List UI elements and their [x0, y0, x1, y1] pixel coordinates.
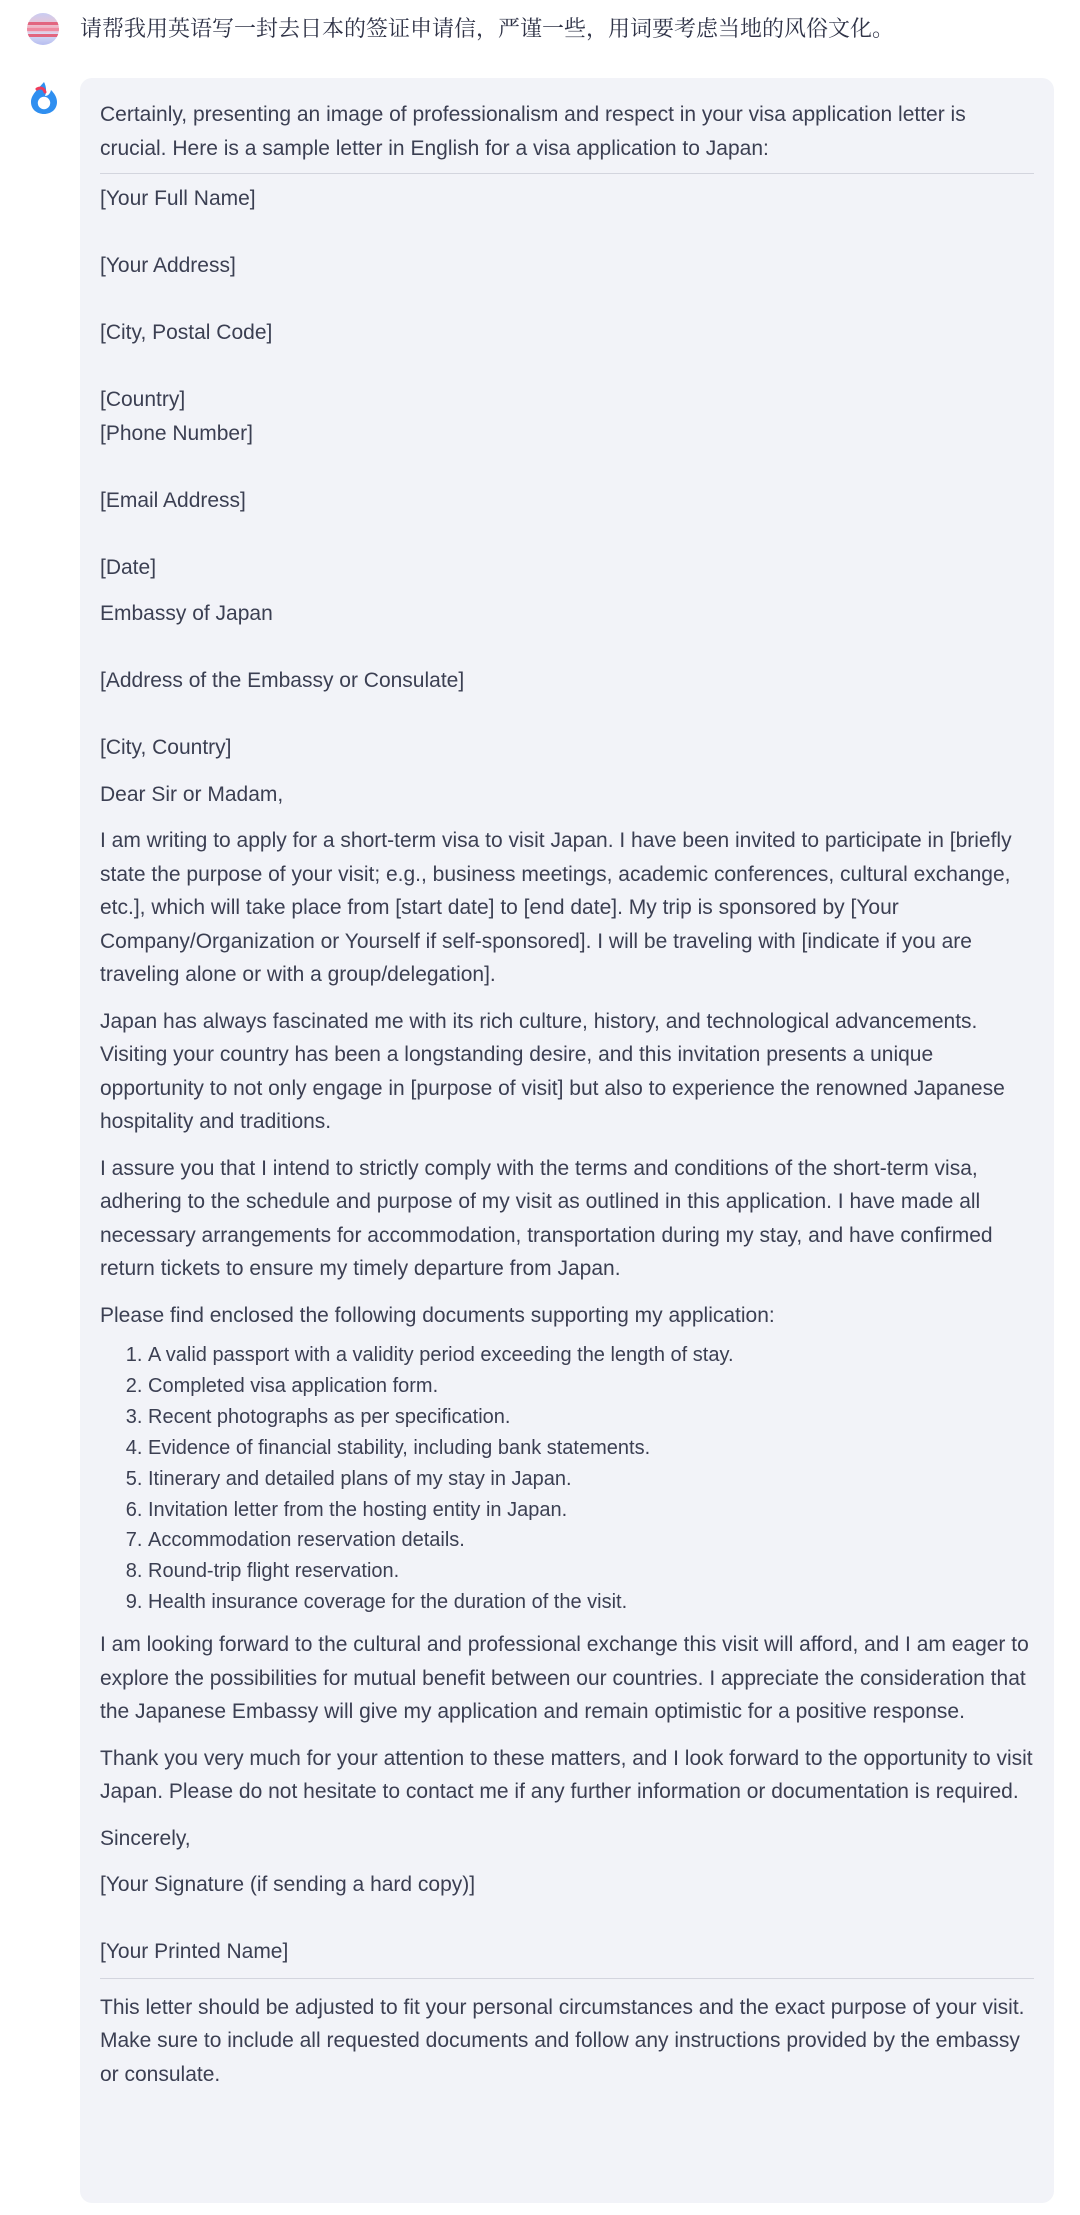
blank-line [100, 1902, 1034, 1936]
user-avatar [27, 13, 59, 45]
closing-paragraph: Thank you very much for your attention to these matters, and I look forward to the opportunity to visit Japan. Please do not hesitate to contact me if any further information or documentation is required. [100, 1746, 1033, 1804]
sender-full-name: [Your Full Name] [100, 187, 256, 210]
closing-paragraph: I am looking forward to the cultural and professional exchange this visit will afford, and I am eager to explore the possibilities for mutual benefit between our countries. I appreciate the consideration that the Japanese Embassy will give my application and remain optimistic for a positive response. [100, 1633, 1029, 1724]
list-item: 4. Evidence of financial stability, including bank statements. [148, 1433, 1034, 1464]
list-item: 5. Itinerary and detailed plans of my stay in Japan. [148, 1464, 1034, 1495]
footer-note: This letter should be adjusted to fit your personal circumstances and the exact purpose of your visit. Make sure to include all requested documents and follow any instructions provided by the embassy or consulate. [100, 1995, 1025, 2086]
documents-list [100, 1340, 1034, 1618]
signature-line: [Your Signature (if sending a hard copy)] [100, 1873, 476, 1897]
body-paragraph: Japan has always fascinated me with its rich culture, history, and technological advancements. Visiting your country has been a longstanding desire, and this invitation presents a unique opportunity to not only engage in [purpose of visit] but also to experience the renowned Japanese hospitality and traditions. [100, 1009, 1005, 1133]
list-item: 1. A valid passport with a validity period exceeding the length of stay. [148, 1340, 1034, 1371]
blank-line [100, 631, 1034, 665]
salutation: Dear Sir or Madam, [100, 782, 284, 806]
divider-bottom [100, 1978, 1034, 1979]
blank-line [100, 216, 1034, 250]
recipient-block [100, 597, 1034, 765]
sender-phone: [Phone Number] [100, 421, 253, 445]
recipient-city-country: [City, Country] [100, 736, 232, 759]
blank-line [100, 350, 1034, 384]
user-message-text: 请帮我用英语写一封去日本的签证申请信，严谨一些，用词要考虑当地的风俗文化。 [80, 16, 895, 41]
divider-top [100, 173, 1034, 174]
documents-intro: Please find enclosed the following documents supporting my application: [100, 1303, 775, 1327]
blank-line [100, 698, 1034, 732]
sender-email: [Email Address] [100, 488, 246, 512]
sender-block [100, 182, 1034, 584]
blank-line [100, 283, 1034, 317]
sender-city-postal: [City, Postal Code] [100, 321, 273, 344]
assistant-message-bubble [80, 78, 1054, 2203]
assistant-logo-icon [27, 80, 61, 116]
list-item: 2. Completed visa application form. [148, 1371, 1034, 1402]
list-item: 7. Accommodation reservation details. [148, 1525, 1034, 1556]
body-paragraph: I am writing to apply for a short-term visa to visit Japan. I have been invited to participate in [briefly state the purpose of your visit; e.g., business meetings, academic conferences, cultural exchange, etc.], which will take place from [start date] to [end date]. My trip is sponsored by [Your Company/Organization or Yourself if self-sponsored]. I will be traveling with [indicate if you are traveling alone or with a group/delegation]. [100, 829, 1012, 986]
user-message-row [0, 0, 1080, 60]
recipient-name: Embassy of Japan [100, 602, 273, 625]
body-paragraph: I assure you that I intend to strictly comply with the terms and conditions of the short-term visa, adhering to the schedule and purpose of my visit as outlined in this application. I have made all necessary arrangements for accommodation, transportation during my stay, and have confirmed return tickets to ensure my timely departure from Japan. [100, 1156, 993, 1280]
signature-block [100, 1868, 1034, 1969]
list-item: 9. Health insurance coverage for the duration of the visit. [148, 1587, 1034, 1618]
sender-country: [Country] [100, 388, 186, 411]
sender-address: [Your Address] [100, 254, 236, 277]
blank-line [100, 517, 1034, 551]
list-item: 3. Recent photographs as per specification. [148, 1402, 1034, 1433]
letter-date: [Date] [100, 555, 157, 579]
recipient-address: [Address of the Embassy or Consulate] [100, 669, 465, 692]
list-item: 6. Invitation letter from the hosting entity in Japan. [148, 1495, 1034, 1526]
signoff: Sincerely, [100, 1826, 191, 1850]
printed-name-line: [Your Printed Name] [100, 1940, 289, 1964]
blank-line [100, 450, 1034, 484]
intro-text: Certainly, presenting an image of professionalism and respect in your visa application letter is crucial. Here is a sample letter in English for a visa application to Japan: [100, 103, 966, 160]
list-item: 8. Round-trip flight reservation. [148, 1556, 1034, 1587]
